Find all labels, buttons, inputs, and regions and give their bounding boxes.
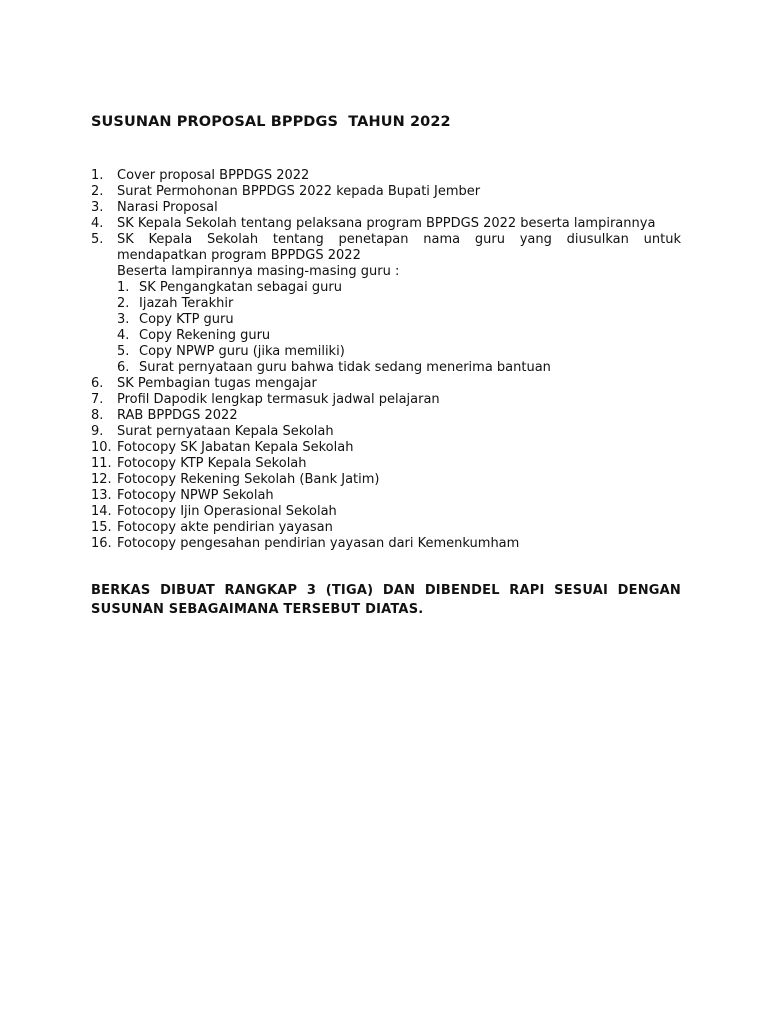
list-item-text-line: SK Kepala Sekolah tentang penetapan nama guru yang diusulkan untuk [117,232,681,247]
list-item-text-line: Beserta lampirannya masing-masing guru : [117,264,400,279]
list-item-number: 5. [91,232,104,247]
sub-list-item [91,280,681,296]
list-item-number: 11. [91,456,112,471]
list-item-number: 9. [91,424,104,439]
list-item-number: 14. [91,504,112,519]
list-item-text: SK Kepala Sekolah tentang pelaksana program BPPDGS 2022 beserta lampirannya [117,216,656,231]
list-item [91,184,681,200]
list-item [91,232,681,280]
footer-note-line: BERKAS DIBUAT RANGKAP 3 (TIGA) DAN DIBENDEL RAPI SESUAI DENGAN [91,583,681,598]
list-item-text: Cover proposal BPPDGS 2022 [117,168,310,183]
list-item-text: RAB BPPDGS 2022 [117,408,238,423]
sub-list-item-text: Ijazah Terakhir [139,296,234,311]
sub-list-item [91,360,681,376]
sub-list-item-number: 5. [117,344,130,359]
sub-list-item-text: Surat pernyataan guru bahwa tidak sedang menerima bantuan [139,360,551,375]
list-item-text: Fotocopy pengesahan pendirian yayasan dari Kemenkumham [117,536,520,551]
list-item-number: 3. [91,200,104,215]
sub-list-item [91,344,681,360]
sub-list-item [91,296,681,312]
sub-list-item-text: Copy Rekening guru [139,328,271,343]
list-item [91,376,681,392]
sub-list-item-text: Copy NPWP guru (jika memiliki) [139,344,345,359]
list-item-number: 8. [91,408,104,423]
list-item [91,536,681,552]
sub-list-item-text: SK Pengangkatan sebagai guru [139,280,342,295]
list-item-number: 16. [91,536,112,551]
list-item-number: 12. [91,472,112,487]
list-item [91,200,681,216]
list-item-text: Fotocopy Ijin Operasional Sekolah [117,504,337,519]
list-item [91,168,681,184]
list-item-number: 1. [91,168,104,183]
sub-list-item-number: 1. [117,280,130,295]
list-item-body [117,232,681,280]
list-item-text: Surat Permohonan BPPDGS 2022 kepada Bupati Jember [117,184,481,199]
proposal-list [91,168,681,552]
list-item-text-line: mendapatkan program BPPDGS 2022 [117,248,361,263]
list-item-text: Fotocopy SK Jabatan Kepala Sekolah [117,440,354,455]
list-item-text: Fotocopy Rekening Sekolah (Bank Jatim) [117,472,380,487]
list-item-number: 6. [91,376,104,391]
list-item [91,392,681,408]
sub-list-item-number: 2. [117,296,130,311]
list-item-number: 15. [91,520,112,535]
list-item-number: 7. [91,392,104,407]
list-item-number: 10. [91,440,112,455]
list-item-text: Fotocopy KTP Kepala Sekolah [117,456,307,471]
list-item [91,456,681,472]
list-item [91,520,681,536]
list-item [91,408,681,424]
list-item-text: Fotocopy akte pendirian yayasan [117,520,333,535]
list-item [91,424,681,440]
document-title: SUSUNAN PROPOSAL BPPDGS TAHUN 2022 [91,114,451,130]
list-item [91,440,681,456]
list-item [91,504,681,520]
sub-list-item-number: 4. [117,328,130,343]
sub-list-item [91,328,681,344]
sub-list-item [91,312,681,328]
list-item [91,488,681,504]
list-item-number: 13. [91,488,112,503]
list-item-text: Surat pernyataan Kepala Sekolah [117,424,334,439]
footer-note [91,581,681,619]
footer-note-line: SUSUNAN SEBAGAIMANA TERSEBUT DIATAS. [91,602,424,617]
list-item-text: Profil Dapodik lengkap termasuk jadwal pelajaran [117,392,440,407]
list-item [91,472,681,488]
list-item-text: Fotocopy NPWP Sekolah [117,488,274,503]
list-item [91,216,681,232]
sub-list-item-number: 6. [117,360,130,375]
list-item-number: 2. [91,184,104,199]
list-item-text: Narasi Proposal [117,200,218,215]
list-item-text: SK Pembagian tugas mengajar [117,376,317,391]
sub-list-item-number: 3. [117,312,130,327]
list-item-number: 4. [91,216,104,231]
sub-list-item-text: Copy KTP guru [139,312,234,327]
